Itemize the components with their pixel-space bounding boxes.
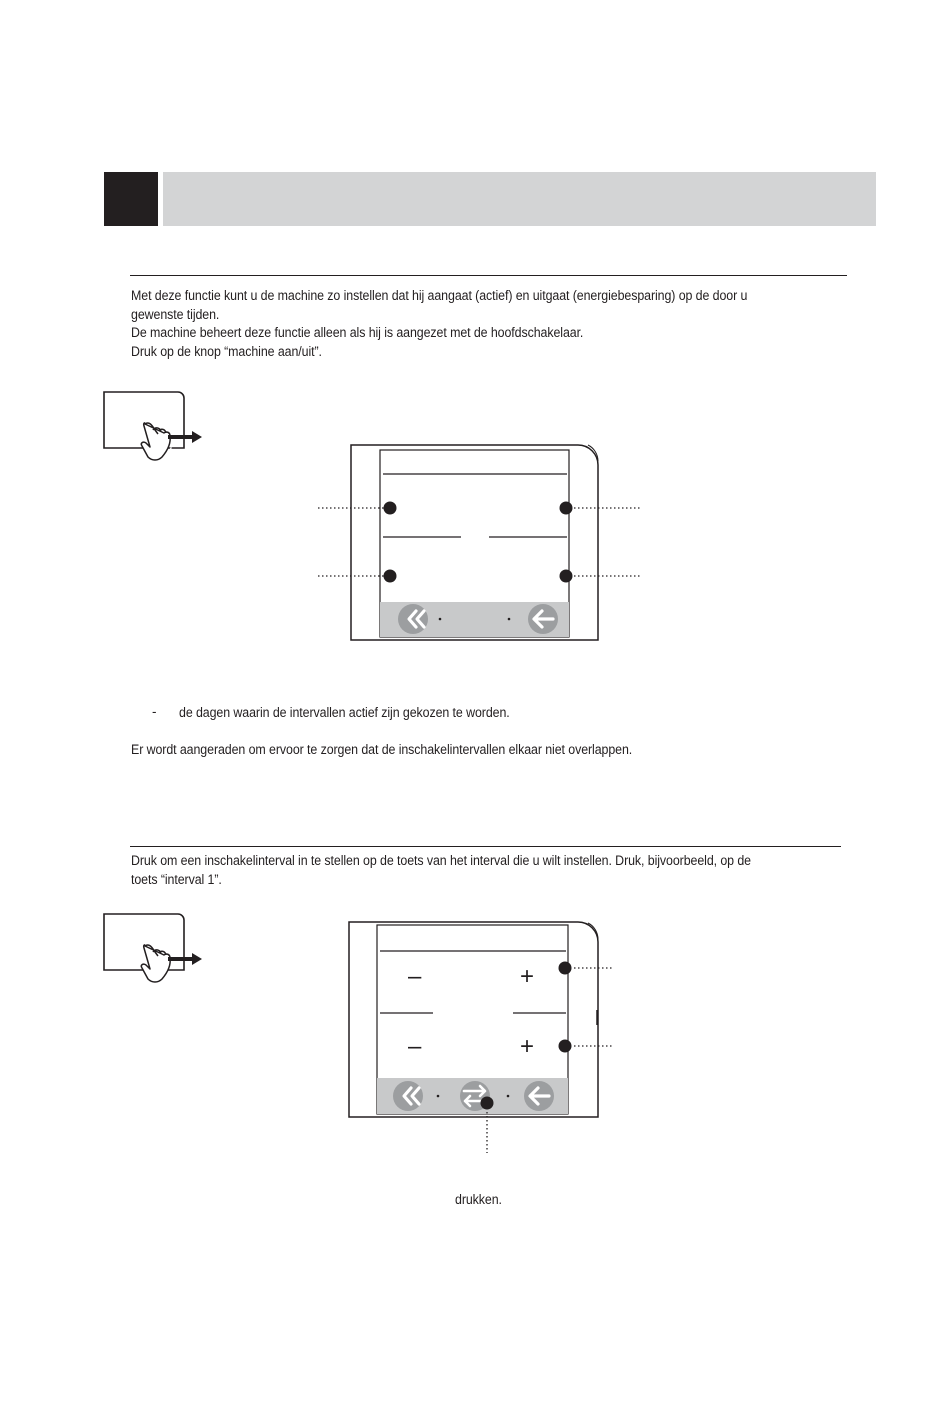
plus-button[interactable]: + <box>520 1033 535 1060</box>
intro-line: Met deze functie kunt u de machine zo instellen dat hij aangaat (actief) en uitgaat (energiebesparing) op de door u <box>131 288 748 303</box>
intro-line: gewenste tijden. <box>131 306 220 322</box>
touch-icon <box>100 910 210 990</box>
double-chevron-left-icon[interactable] <box>393 1081 423 1111</box>
advice-text: Er wordt aangeraden om ervoor te zorgen dat de inschakelintervallen elkaar niet overlappen. <box>131 742 633 757</box>
intro-line: De machine beheert deze functie alleen als hij is aangezet met de hoofdschakelaar. <box>131 325 584 340</box>
callout-dot <box>384 570 397 583</box>
arrow-left-icon[interactable] <box>528 604 558 634</box>
section-rule-middle <box>130 846 841 847</box>
callout-dot <box>560 502 573 515</box>
callout-dot <box>384 502 397 515</box>
closing-text: drukken. <box>455 1192 502 1207</box>
plus-button[interactable]: + <box>520 963 535 990</box>
callout-dot <box>481 1097 494 1110</box>
arrow-left-icon[interactable] <box>524 1081 554 1111</box>
step2-line: Druk om een inschakelinterval in te stellen op de toets van het interval die u wilt instellen. Druk, bijvoorbeeld, op de <box>131 853 751 868</box>
section-title-bar <box>163 172 876 226</box>
callout-dot <box>560 570 573 583</box>
intro-line: Druk op de knop “machine aan/uit”. <box>131 343 322 359</box>
bullet-marker: - <box>152 704 157 719</box>
touch-icon <box>100 388 210 468</box>
minus-button[interactable]: – <box>408 963 422 990</box>
intro-text <box>131 287 747 361</box>
step2-text <box>131 852 751 889</box>
display-screen-1 <box>310 440 650 645</box>
minus-button[interactable]: – <box>408 1033 422 1060</box>
section-rule-top <box>130 275 847 276</box>
step2-line: toets “interval 1”. <box>131 871 222 887</box>
bullet-text: de dagen waarin de intervallen actief zijn gekozen te worden. <box>179 705 510 720</box>
callout-dot <box>559 1040 572 1053</box>
double-chevron-left-icon[interactable] <box>398 604 428 634</box>
callout-dot <box>559 962 572 975</box>
display-screen-2 <box>340 915 630 1160</box>
section-number-block <box>104 172 158 226</box>
